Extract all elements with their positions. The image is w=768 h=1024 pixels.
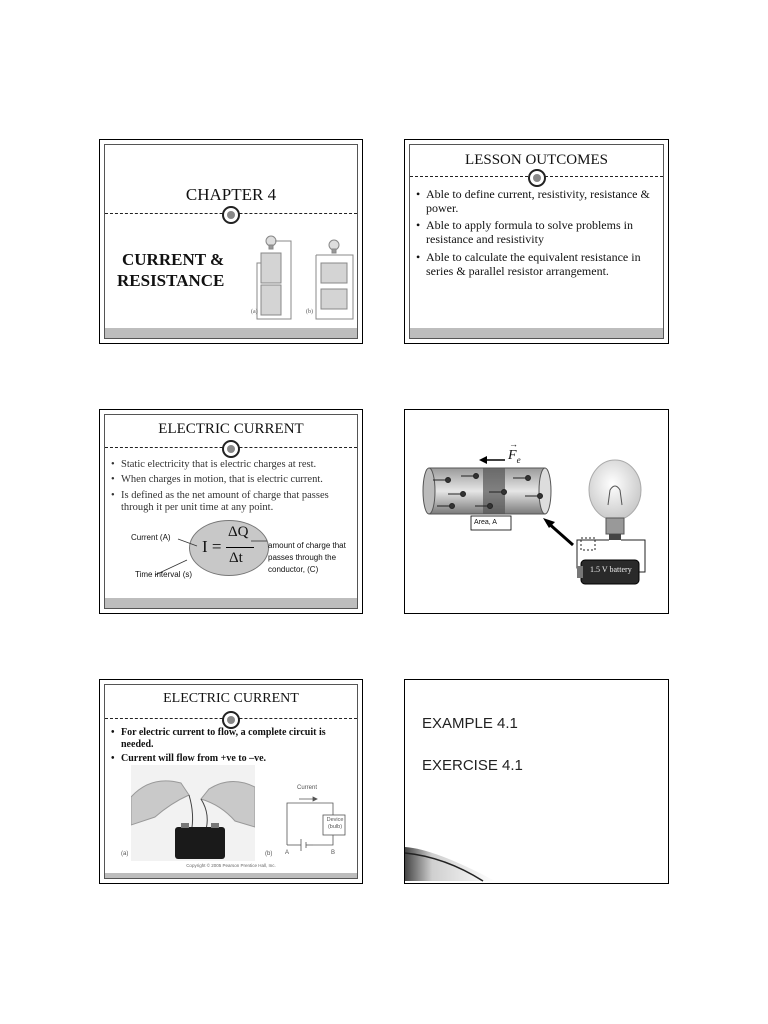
slide-title: LESSON OUTCOMES: [465, 152, 608, 168]
device-label-line-2: (bulb): [327, 824, 343, 830]
force-arrow: [479, 456, 505, 464]
slide-example-exercise: [404, 679, 669, 884]
battery-bulb-illustration: [247, 227, 357, 327]
series-battery-diagram: [257, 236, 291, 319]
parallel-battery-diagram: [316, 240, 353, 319]
figure-label-a: (a): [121, 851, 129, 857]
force-symbol: [508, 439, 521, 465]
circuit-item: • Current will flow from +ve to –ve.: [111, 753, 351, 765]
force-arrow-accent: →: [509, 439, 518, 449]
slide-frame: [104, 144, 358, 339]
figure-label-a: (a): [251, 309, 258, 315]
definition-item: • Static electricity that is electric charges at rest.: [111, 459, 351, 471]
slide-frame: [104, 414, 358, 609]
chapter-subtitle: [117, 249, 224, 291]
title-divider: [105, 208, 357, 220]
slide-current-illustration: [404, 409, 669, 614]
title-divider: [105, 713, 357, 725]
slide-frame: [104, 684, 358, 879]
example-heading: EXAMPLE 4.1: [422, 715, 518, 732]
force-letter: F: [508, 448, 517, 463]
subtitle-line-1: CURRENT &: [122, 250, 225, 269]
conductor-wire: [423, 468, 551, 514]
slide-footer-bar: [105, 873, 357, 878]
definition-item: • Is defined as the net amount of charge that passes through it per unit time at any point.: [111, 490, 351, 515]
light-bulb: [589, 460, 641, 540]
device-label-line-1: Device: [326, 817, 344, 823]
current-label: Current: [297, 785, 318, 791]
outcome-item: • Able to calculate the equivalent resistance in series & parallel resistor arrangement.: [416, 250, 657, 278]
current-label: Current (A): [131, 533, 171, 542]
outcome-list: [416, 187, 657, 278]
decorative-swoosh: [405, 843, 668, 883]
outcome-item: • Able to apply formula to solve problems in resistance and resistivity: [416, 218, 657, 246]
slide-chapter-4: [99, 139, 363, 344]
slide-title: ELECTRIC CURRENT: [158, 421, 304, 437]
point-b-label: B: [331, 850, 336, 856]
slide-footer-bar: [105, 598, 357, 608]
slide-electric-current-definition: [99, 409, 363, 614]
point-a-label: A: [285, 850, 290, 856]
copyright-text: Copyright © 2005 Pearson Prentice Hall, Inc.: [186, 863, 276, 868]
hands-battery-photo: [131, 765, 255, 861]
slide-frame: [409, 144, 664, 339]
device-label: [323, 817, 347, 831]
slide-footer-bar: [410, 328, 663, 338]
slide-lesson-outcomes: [404, 139, 669, 344]
formula-lhs: I =: [202, 537, 222, 556]
outcome-item: • Able to define current, resistivity, resistance & power.: [416, 187, 657, 215]
pointer-arrow: [543, 518, 573, 545]
formula-numerator: ΔQ: [228, 524, 249, 540]
force-subscript: e: [516, 454, 521, 465]
exercise-heading: EXERCISE 4.1: [422, 757, 523, 774]
chapter-title: CHAPTER 4: [185, 185, 277, 204]
slide-electric-current-circuit: [99, 679, 363, 884]
title-divider: [410, 171, 663, 183]
subtitle-line-2: RESISTANCE: [117, 271, 225, 290]
circuit-item: • For electric current to flow, a complete circuit is needed.: [111, 727, 351, 751]
charge-label: amount of charge that passes through the conductor, (C): [268, 541, 346, 574]
area-label: Area, A: [474, 519, 497, 526]
time-interval-label: Time interval (s): [135, 570, 193, 579]
slide-title: ELECTRIC CURRENT: [163, 691, 299, 706]
battery-label: 1.5 V battery: [590, 565, 632, 574]
slide-footer-bar: [105, 328, 357, 338]
figure-label-b: (b): [265, 851, 273, 857]
circuit-list: [111, 727, 351, 764]
formula-pointer-lines: [105, 415, 358, 609]
definition-item: • When charges in motion, that is electric current.: [111, 474, 351, 486]
figure-label-b: (b): [306, 309, 313, 315]
conductor-battery-illustration: [405, 410, 668, 613]
formula-denominator: Δt: [229, 550, 243, 566]
